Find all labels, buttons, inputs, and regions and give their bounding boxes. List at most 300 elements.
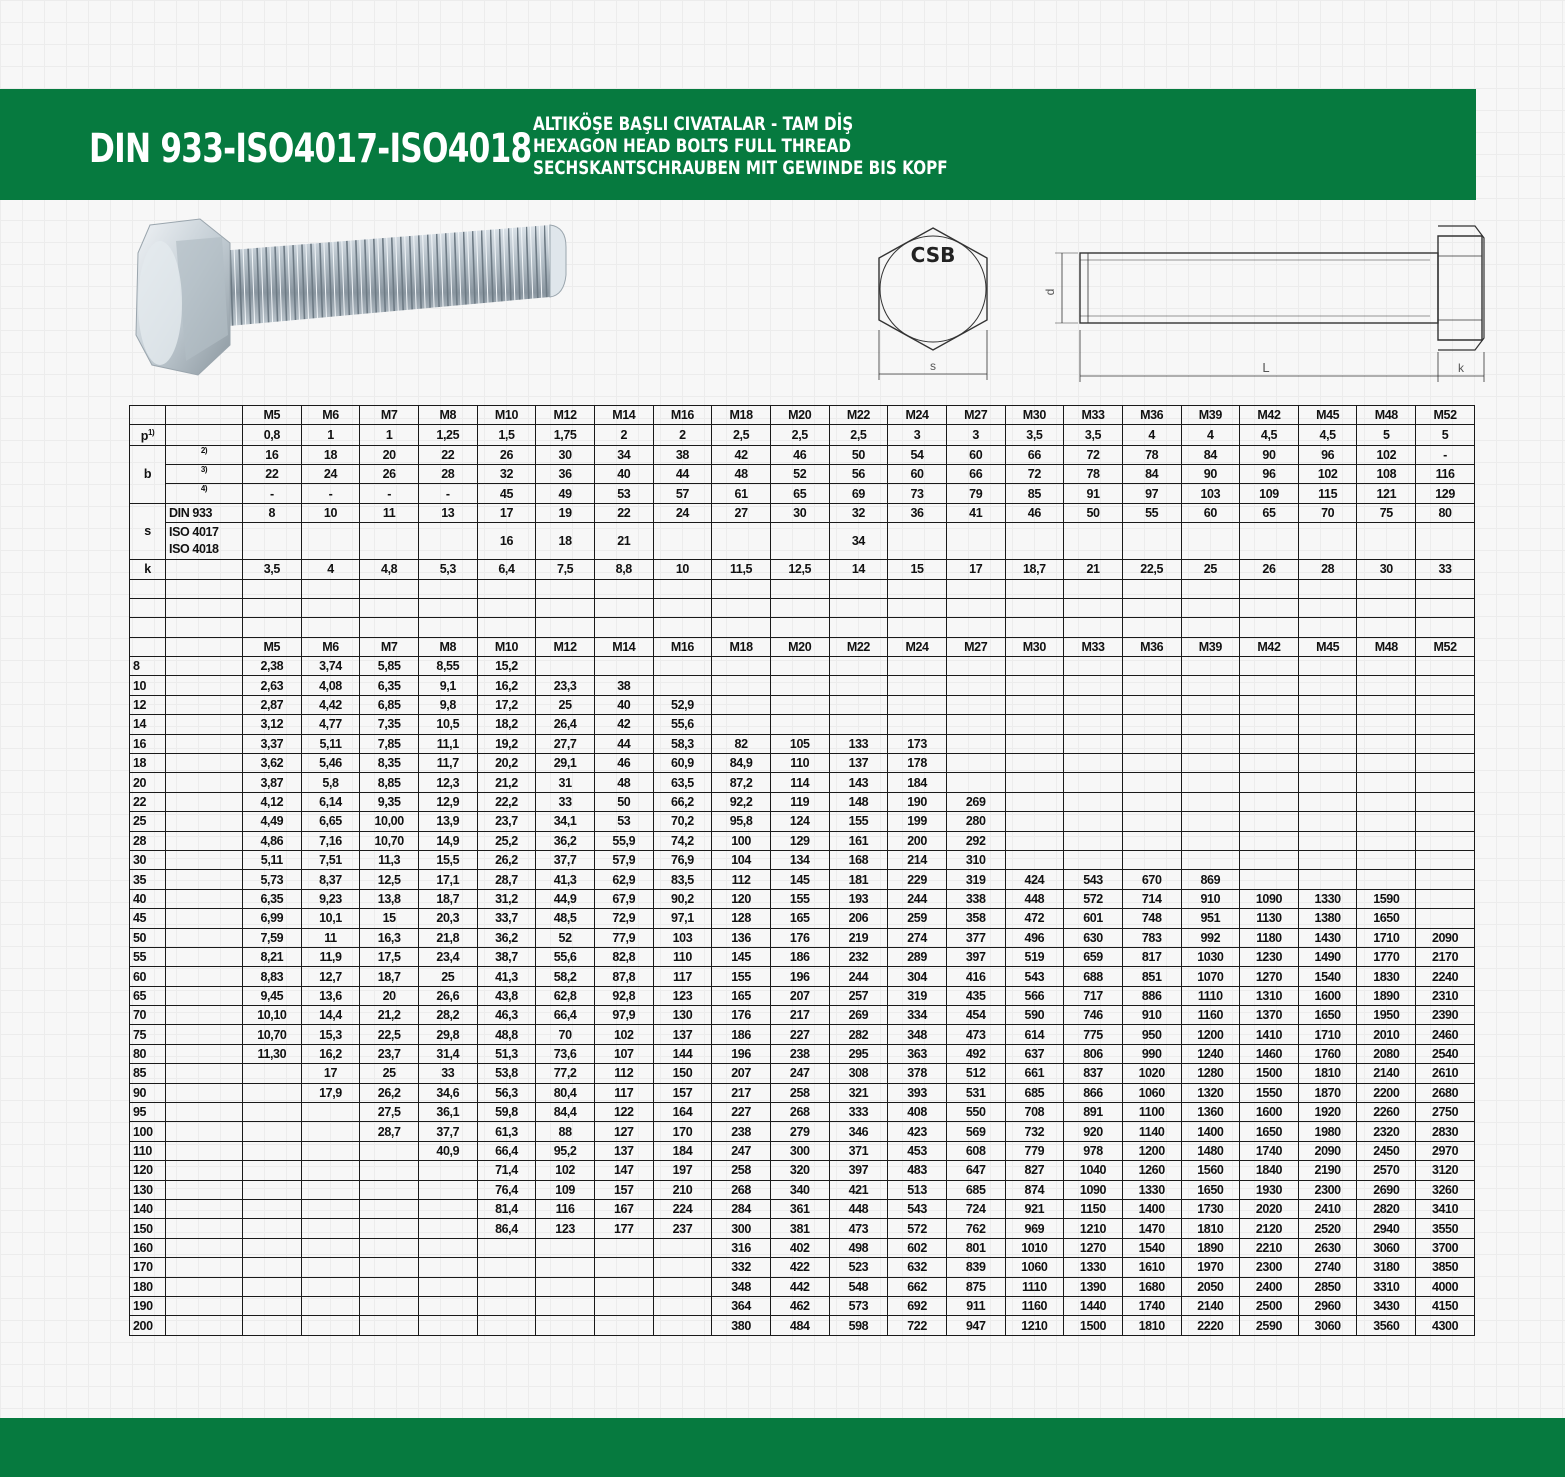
title-banner <box>0 89 1476 200</box>
weight-value-cell: 1330 <box>1122 1180 1181 1199</box>
weight-value-cell: 55,9 <box>594 831 653 850</box>
weight-value-cell: 190 <box>888 792 947 811</box>
thread-length-value-cell: 52 <box>770 464 829 483</box>
weight-value-cell: 57,9 <box>594 850 653 869</box>
weight-value-cell: 70,2 <box>653 812 712 831</box>
weight-value-cell <box>1240 773 1299 792</box>
head-height-value-cell: 3,5 <box>243 560 302 579</box>
weight-value-cell <box>653 1258 712 1277</box>
weight-value-cell <box>1357 657 1416 676</box>
weight-value-cell: 1460 <box>1240 1044 1299 1063</box>
weight-value-cell: 454 <box>946 1006 1005 1025</box>
thread-length-value-cell: 65 <box>770 484 829 503</box>
weight-value-cell: 300 <box>770 1141 829 1160</box>
weight-value-cell: 84,9 <box>712 754 771 773</box>
size-header-cell: M39 <box>1181 406 1240 425</box>
empty-cell <box>166 773 243 792</box>
pitch-value-cell: 5 <box>1416 425 1475 445</box>
weight-value-cell: 3,74 <box>301 657 360 676</box>
weight-value-cell: 122 <box>594 1103 653 1122</box>
weight-value-cell: 2310 <box>1416 986 1475 1005</box>
empty-cell <box>166 734 243 753</box>
head-height-value-cell: 21 <box>1064 560 1123 579</box>
weight-value-cell: 1440 <box>1064 1296 1123 1315</box>
weight-value-cell: 13,6 <box>301 986 360 1005</box>
weight-value-cell: 2450 <box>1357 1141 1416 1160</box>
weight-value-cell <box>301 1296 360 1315</box>
across-flats-iso-row <box>130 523 1475 560</box>
weight-value-cell: 332 <box>712 1258 771 1277</box>
weight-value-cell: 87,2 <box>712 773 771 792</box>
size-header-cell: M48 <box>1357 406 1416 425</box>
weight-value-cell: 442 <box>770 1277 829 1296</box>
empty-cell <box>166 1044 243 1063</box>
pitch-value-cell: 1 <box>360 425 419 445</box>
weight-value-cell: 8,83 <box>243 967 302 986</box>
weight-value-cell <box>243 1083 302 1102</box>
across-flats-din-row <box>130 503 1475 522</box>
empty-cell <box>1122 618 1181 637</box>
weight-value-cell: 176 <box>712 1006 771 1025</box>
size-header-cell: M39 <box>1181 637 1240 656</box>
weight-value-cell: 12,7 <box>301 967 360 986</box>
weight-value-cell <box>1005 773 1064 792</box>
weight-value-cell <box>770 695 829 714</box>
length-cell: 22 <box>130 792 166 811</box>
weight-value-cell: 25 <box>360 1064 419 1083</box>
weight-value-cell <box>1416 754 1475 773</box>
weight-value-cell: 361 <box>770 1200 829 1219</box>
weight-value-cell: 319 <box>888 986 947 1005</box>
weight-value-cell <box>829 676 888 695</box>
weight-value-cell <box>1005 695 1064 714</box>
weight-value-cell: 685 <box>946 1180 1005 1199</box>
weight-value-cell: 3310 <box>1357 1277 1416 1296</box>
head-height-value-cell: 15 <box>888 560 947 579</box>
weight-row <box>130 1316 1475 1335</box>
empty-cell <box>166 657 243 676</box>
thread-length-value-cell: 38 <box>653 445 712 464</box>
weight-value-cell: 26,6 <box>418 986 477 1005</box>
weight-value-cell: 1480 <box>1181 1141 1240 1160</box>
weight-value-cell <box>243 1180 302 1199</box>
thread-length-value-cell: - <box>360 484 419 503</box>
weight-value-cell: 86,4 <box>477 1219 536 1238</box>
weight-value-cell <box>1122 657 1181 676</box>
weight-value-cell <box>1416 850 1475 869</box>
weight-value-cell: 572 <box>888 1219 947 1238</box>
thread-length-value-cell: 91 <box>1064 484 1123 503</box>
weight-value-cell: 74,2 <box>653 831 712 850</box>
weight-value-cell: 423 <box>888 1122 947 1141</box>
weight-value-cell: 1650 <box>1357 909 1416 928</box>
weight-value-cell <box>1298 754 1357 773</box>
weight-value-cell: 184 <box>888 773 947 792</box>
thread-length-value-cell: 60 <box>946 445 1005 464</box>
thread-length-value-cell: 46 <box>770 445 829 464</box>
weight-value-cell: 7,51 <box>301 850 360 869</box>
across-flats-iso-value-cell: 18 <box>536 523 595 560</box>
weight-value-cell <box>1005 850 1064 869</box>
weight-value-cell: 257 <box>829 986 888 1005</box>
across-flats-value-cell: 32 <box>829 503 888 522</box>
weight-row <box>130 695 1475 714</box>
weight-row <box>130 657 1475 676</box>
weight-value-cell: 911 <box>946 1296 1005 1315</box>
weight-value-cell: 5,11 <box>301 734 360 753</box>
weight-value-cell <box>1416 734 1475 753</box>
weight-value-cell <box>1005 734 1064 753</box>
weight-value-cell <box>1416 792 1475 811</box>
weight-value-cell: 1260 <box>1122 1161 1181 1180</box>
weight-row <box>130 1083 1475 1102</box>
thread-length-value-cell: 102 <box>1298 464 1357 483</box>
weight-value-cell: 66,4 <box>536 1006 595 1025</box>
size-header-cell: M20 <box>770 637 829 656</box>
weight-value-cell <box>243 1258 302 1277</box>
weight-value-cell: 58,3 <box>653 734 712 753</box>
footnote-cell: 4) <box>166 484 243 503</box>
weight-value-cell: 801 <box>946 1238 1005 1257</box>
weight-value-cell: 5,46 <box>301 754 360 773</box>
weight-value-cell: 4,86 <box>243 831 302 850</box>
weight-value-cell: 1140 <box>1122 1122 1181 1141</box>
pitch-value-cell: 1,5 <box>477 425 536 445</box>
empty-cell <box>1357 579 1416 598</box>
weight-value-cell <box>477 1296 536 1315</box>
empty-cell <box>829 579 888 598</box>
head-height-value-cell: 22,5 <box>1122 560 1181 579</box>
weight-value-cell: 543 <box>1005 967 1064 986</box>
weight-value-cell: 28,2 <box>418 1006 477 1025</box>
empty-cell <box>1005 579 1064 598</box>
size-header-cell: M45 <box>1298 406 1357 425</box>
weight-value-cell <box>1064 773 1123 792</box>
weight-value-cell <box>1122 676 1181 695</box>
weight-value-cell: 1870 <box>1298 1083 1357 1102</box>
weight-value-cell: 2390 <box>1416 1006 1475 1025</box>
weight-value-cell: 206 <box>829 909 888 928</box>
weight-value-cell: 13,9 <box>418 812 477 831</box>
weight-value-cell: 95,8 <box>712 812 771 831</box>
weight-row <box>130 734 1475 753</box>
weight-value-cell: 1130 <box>1240 909 1299 928</box>
weight-value-cell: 80,4 <box>536 1083 595 1102</box>
empty-cell <box>946 618 1005 637</box>
empty-cell <box>166 792 243 811</box>
weight-value-cell: 26,2 <box>477 850 536 869</box>
weight-value-cell: 397 <box>829 1161 888 1180</box>
weight-value-cell <box>712 676 771 695</box>
length-cell: 20 <box>130 773 166 792</box>
empty-cell <box>130 579 166 598</box>
weight-value-cell: 2570 <box>1357 1161 1416 1180</box>
weight-value-cell: 422 <box>770 1258 829 1277</box>
empty-cell <box>1416 598 1475 617</box>
weight-value-cell <box>1181 831 1240 850</box>
weight-value-cell <box>653 1238 712 1257</box>
weight-value-cell: 8,35 <box>360 754 419 773</box>
weight-value-cell: 9,8 <box>418 695 477 714</box>
head-height-value-cell: 25 <box>1181 560 1240 579</box>
weight-value-cell: 9,23 <box>301 889 360 908</box>
weight-value-cell: 269 <box>829 1006 888 1025</box>
weight-value-cell: 2140 <box>1357 1064 1416 1083</box>
size-header-cell: M5 <box>243 637 302 656</box>
weight-value-cell <box>1005 754 1064 773</box>
weight-value-cell <box>1298 676 1357 695</box>
weight-value-cell: 3,37 <box>243 734 302 753</box>
weight-value-cell: 21,2 <box>477 773 536 792</box>
weight-value-cell: 839 <box>946 1258 1005 1277</box>
weight-value-cell <box>1122 734 1181 753</box>
weight-value-cell <box>770 657 829 676</box>
empty-cell <box>166 676 243 695</box>
weight-value-cell: 1330 <box>1298 889 1357 908</box>
weight-value-cell: 1890 <box>1357 986 1416 1005</box>
weight-value-cell: 978 <box>1064 1141 1123 1160</box>
empty-cell <box>418 579 477 598</box>
weight-value-cell <box>829 695 888 714</box>
dim-L-label: L <box>1262 360 1270 375</box>
weight-value-cell: 27,7 <box>536 734 595 753</box>
empty-cell <box>166 618 243 637</box>
weight-value-cell: 1710 <box>1357 928 1416 947</box>
weight-value-cell: 136 <box>712 928 771 947</box>
weight-value-cell: 224 <box>653 1200 712 1219</box>
weight-value-cell: 402 <box>770 1238 829 1257</box>
across-flats-iso-value-cell <box>653 523 712 560</box>
weight-value-cell: 1500 <box>1064 1316 1123 1335</box>
empty-cell <box>1005 618 1064 637</box>
weight-value-cell: 53,8 <box>477 1064 536 1083</box>
weight-value-cell <box>653 657 712 676</box>
weight-value-cell: 11,9 <box>301 947 360 966</box>
weight-value-cell <box>243 1141 302 1160</box>
empty-cell <box>166 560 243 579</box>
head-height-value-cell: 30 <box>1357 560 1416 579</box>
weight-value-cell: 3260 <box>1416 1180 1475 1199</box>
across-flats-iso-value-cell <box>1298 523 1357 560</box>
size-header-cell: M22 <box>829 406 888 425</box>
weight-value-cell: 950 <box>1122 1025 1181 1044</box>
empty-cell <box>1064 618 1123 637</box>
weight-value-cell <box>1181 812 1240 831</box>
weight-value-cell: 2460 <box>1416 1025 1475 1044</box>
empty-cell <box>166 1083 243 1102</box>
weight-value-cell: 37,7 <box>418 1122 477 1141</box>
across-flats-value-cell: 24 <box>653 503 712 522</box>
empty-cell <box>418 618 477 637</box>
iso4018-label: ISO 4018 <box>169 542 219 557</box>
weight-value-cell <box>360 1141 419 1160</box>
empty-cell <box>888 598 947 617</box>
weight-value-cell <box>829 715 888 734</box>
empty-cell <box>536 579 595 598</box>
weight-value-cell: 48,8 <box>477 1025 536 1044</box>
thread-length-value-cell: 121 <box>1357 484 1416 503</box>
weight-value-cell: 127 <box>594 1122 653 1141</box>
weight-value-cell: 1500 <box>1240 1064 1299 1083</box>
weight-value-cell: 4,42 <box>301 695 360 714</box>
weight-value-cell: 358 <box>946 909 1005 928</box>
weight-value-cell: 7,59 <box>243 928 302 947</box>
empty-cell <box>166 715 243 734</box>
empty-cell <box>166 754 243 773</box>
thread-length-value-cell: 26 <box>360 464 419 483</box>
weight-value-cell <box>1240 657 1299 676</box>
weight-value-cell: 1240 <box>1181 1044 1240 1063</box>
weight-value-cell: 207 <box>770 986 829 1005</box>
weight-value-cell: 1200 <box>1122 1141 1181 1160</box>
weight-row <box>130 1238 1475 1257</box>
weight-value-cell: 748 <box>1122 909 1181 928</box>
thread-length-value-cell: 97 <box>1122 484 1181 503</box>
weight-value-cell <box>360 1161 419 1180</box>
weight-value-cell: 82,8 <box>594 947 653 966</box>
size-header-cell: M52 <box>1416 637 1475 656</box>
weight-value-cell: 2590 <box>1240 1316 1299 1335</box>
weight-value-cell: 662 <box>888 1277 947 1296</box>
weight-value-cell <box>1298 850 1357 869</box>
pitch-value-cell: 1,75 <box>536 425 595 445</box>
empty-cell <box>243 598 302 617</box>
weight-value-cell: 1150 <box>1064 1200 1123 1219</box>
weight-value-cell: 77,9 <box>594 928 653 947</box>
weight-size-header-row <box>130 637 1475 656</box>
length-cell: 25 <box>130 812 166 831</box>
across-flats-iso-value-cell <box>1240 523 1299 560</box>
weight-value-cell: 4,49 <box>243 812 302 831</box>
weight-value-cell: 197 <box>653 1161 712 1180</box>
length-cell: 12 <box>130 695 166 714</box>
thread-length-value-cell: 79 <box>946 484 1005 503</box>
size-header-cell: M36 <box>1122 637 1181 656</box>
weight-value-cell: 573 <box>829 1296 888 1315</box>
weight-value-cell: 921 <box>1005 1200 1064 1219</box>
weight-value-cell: 18,7 <box>360 967 419 986</box>
empty-cell <box>166 1025 243 1044</box>
weight-value-cell: 837 <box>1064 1064 1123 1083</box>
weight-value-cell <box>770 676 829 695</box>
bolt-technical-drawing <box>870 220 1500 390</box>
weight-value-cell <box>360 1238 419 1257</box>
weight-value-cell: 1320 <box>1181 1083 1240 1102</box>
size-header-cell: M30 <box>1005 637 1064 656</box>
thread-length-value-cell: 78 <box>1064 464 1123 483</box>
weight-value-cell: 659 <box>1064 947 1123 966</box>
size-header-cell: M22 <box>829 637 888 656</box>
weight-value-cell: 97,9 <box>594 1006 653 1025</box>
thread-length-value-cell: 20 <box>360 445 419 464</box>
weight-value-cell: 43,8 <box>477 986 536 1005</box>
weight-row <box>130 909 1475 928</box>
weight-value-cell: 1810 <box>1181 1219 1240 1238</box>
empty-cell <box>166 812 243 831</box>
weight-value-cell: 238 <box>712 1122 771 1141</box>
empty-cell <box>301 618 360 637</box>
thread-length-value-cell: 96 <box>1240 464 1299 483</box>
weight-value-cell: 36,1 <box>418 1103 477 1122</box>
weight-value-cell: 72,9 <box>594 909 653 928</box>
weight-value-cell: 33 <box>418 1064 477 1083</box>
dim-k-label: k <box>1458 361 1464 375</box>
weight-value-cell <box>946 676 1005 695</box>
length-cell: 75 <box>130 1025 166 1044</box>
weight-value-cell: 176 <box>770 928 829 947</box>
empty-cell <box>770 618 829 637</box>
weight-value-cell: 2740 <box>1298 1258 1357 1277</box>
weight-value-cell <box>360 1200 419 1219</box>
weight-value-cell <box>1416 812 1475 831</box>
size-header-cell: M7 <box>360 637 419 656</box>
weight-value-cell: 4,12 <box>243 792 302 811</box>
thread-length-value-cell: 103 <box>1181 484 1240 503</box>
weight-value-cell <box>418 1238 477 1257</box>
size-header-cell: M24 <box>888 406 947 425</box>
thread-length-value-cell: 30 <box>536 445 595 464</box>
empty-cell <box>166 850 243 869</box>
weight-value-cell: 2140 <box>1181 1296 1240 1315</box>
weight-value-cell: 165 <box>712 986 771 1005</box>
weight-value-cell: 184 <box>653 1141 712 1160</box>
empty-cell <box>1181 579 1240 598</box>
weight-value-cell: 6,99 <box>243 909 302 928</box>
weight-value-cell <box>301 1258 360 1277</box>
empty-cell <box>301 598 360 617</box>
empty-cell <box>166 598 243 617</box>
across-flats-iso-value-cell <box>712 523 771 560</box>
weight-value-cell: 2610 <box>1416 1064 1475 1083</box>
across-flats-value-cell: 36 <box>888 503 947 522</box>
weight-value-cell: 62,9 <box>594 870 653 889</box>
title-german: SECHSKANTSCHRAUBEN MIT GEWINDE BIS KOPF <box>533 157 948 179</box>
weight-value-cell: 1210 <box>1005 1316 1064 1335</box>
weight-value-cell: 15,3 <box>301 1025 360 1044</box>
weight-value-cell <box>1240 792 1299 811</box>
empty-cell <box>360 579 419 598</box>
weight-value-cell: 346 <box>829 1122 888 1141</box>
head-height-value-cell: 4 <box>301 560 360 579</box>
weight-value-cell: 14,4 <box>301 1006 360 1025</box>
weight-value-cell <box>301 1141 360 1160</box>
weight-value-cell: 123 <box>536 1219 595 1238</box>
empty-cell <box>418 598 477 617</box>
thread-length-value-cell: 34 <box>594 445 653 464</box>
size-header-cell: M20 <box>770 406 829 425</box>
weight-value-cell: 8,21 <box>243 947 302 966</box>
size-header-cell: M33 <box>1064 637 1123 656</box>
weight-value-cell: 1740 <box>1122 1296 1181 1315</box>
weight-value-cell: 9,1 <box>418 676 477 695</box>
weight-value-cell: 102 <box>536 1161 595 1180</box>
weight-value-cell: 15,2 <box>477 657 536 676</box>
thread-length-value-cell: - <box>1416 445 1475 464</box>
weight-value-cell: 128 <box>712 909 771 928</box>
weight-value-cell: 1680 <box>1122 1277 1181 1296</box>
weight-value-cell <box>1181 715 1240 734</box>
head-height-value-cell: 11,5 <box>712 560 771 579</box>
empty-cell <box>1181 618 1240 637</box>
size-header-cell: M16 <box>653 406 712 425</box>
weight-value-cell: 229 <box>888 870 947 889</box>
weight-row <box>130 715 1475 734</box>
weight-value-cell: 421 <box>829 1180 888 1199</box>
weight-value-cell: 6,14 <box>301 792 360 811</box>
weight-value-cell: 67,9 <box>594 889 653 908</box>
weight-value-cell: 408 <box>888 1103 947 1122</box>
brand-label: CSB <box>910 243 956 267</box>
